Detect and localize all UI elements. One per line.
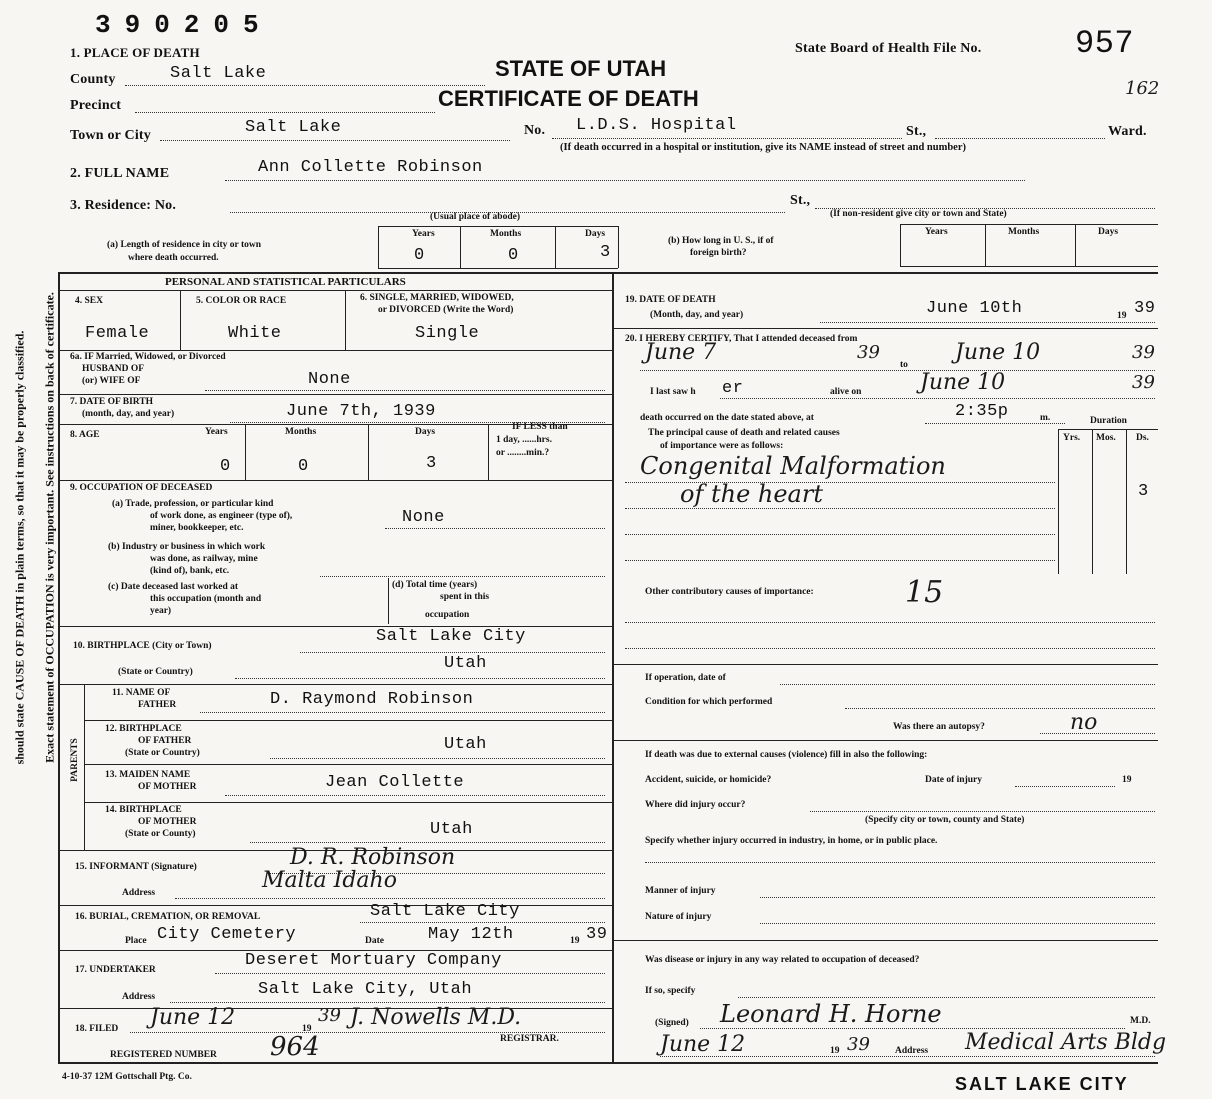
death-date-label-b: (Month, day, and year) [650, 310, 744, 320]
mother-label-a: 13. MAIDEN NAME [105, 770, 191, 780]
certificate-title: CERTIFICATE OF DEATH [438, 86, 699, 111]
residence-st-label: St., [790, 193, 811, 208]
full-name-value: Ann Collette Robinson [258, 158, 483, 177]
certify-to-year: 39 [1132, 342, 1155, 363]
mother-birthplace: Utah [430, 820, 473, 839]
physician-signature: Leonard H. Horne [720, 1000, 942, 1028]
us-box-top [900, 224, 1158, 225]
county-line [125, 85, 485, 86]
sex-value: Female [85, 324, 150, 343]
condition-line [845, 708, 1155, 709]
signed-line [700, 1028, 1125, 1029]
occ-b3: (kind of), bank, etc. [150, 566, 230, 576]
row10-line [58, 684, 612, 685]
last-saw-line [720, 398, 1155, 399]
md-label: M.D. [1130, 1016, 1151, 1026]
mbirth-label-a: 14. BIRTHPLACE [105, 805, 182, 815]
marital-value: Single [415, 324, 480, 343]
registrar-label: REGISTRAR. [500, 1034, 559, 1044]
reg-number-label: REGISTERED NUMBER [110, 1050, 217, 1060]
age-div3 [488, 424, 489, 480]
row13-line [84, 802, 612, 803]
informant-label: 15. INFORMANT (Signature) [75, 862, 197, 872]
us-years-header: Years [925, 227, 948, 237]
injury-date-line [1015, 786, 1115, 787]
manner-label: Manner of injury [645, 886, 716, 896]
frame-middle [612, 272, 614, 1062]
informant-address: Malta Idaho [262, 868, 397, 893]
occupation-label: 9. OCCUPATION OF DECEASED [70, 483, 213, 493]
spouse-label-a: 6a. IF Married, Widowed, or Divorced [70, 352, 226, 362]
last-saw-label: I last saw h [650, 387, 696, 397]
industry-line [320, 576, 605, 577]
res-years-header: Years [412, 229, 435, 239]
row-autopsy-line [612, 740, 1158, 741]
death-date-label-a: 19. DATE OF DEATH [625, 295, 716, 305]
age-days-header: Days [415, 427, 436, 437]
if-so-line [738, 997, 1155, 998]
time-line [925, 423, 1065, 424]
filed-line [130, 1032, 605, 1033]
alive-on-value: June 10 [920, 370, 1006, 395]
parents-divider [84, 684, 85, 850]
duration-ds: Ds. [1136, 433, 1149, 443]
father-label-b: FATHER [138, 700, 177, 710]
filed-label: 18. FILED [75, 1024, 119, 1034]
fbirth-label-c: (State or Country) [125, 748, 200, 758]
filed-year: 39 [318, 1005, 341, 1026]
operation-line [780, 684, 1155, 685]
res-months-header: Months [490, 229, 522, 239]
mbirth-line [250, 842, 605, 843]
death-time: 2:35p [955, 402, 1009, 421]
father-birthplace: Utah [444, 735, 487, 754]
occ-a3: miner, bookkeeper, etc. [150, 523, 244, 533]
town-value: Salt Lake [245, 118, 342, 137]
burial-city-line [360, 922, 605, 923]
duration-div1 [1058, 429, 1059, 574]
occurred-label: death occurred on the date stated above, at [640, 413, 814, 423]
hospital-note: (If death occurred in a hospital or institution, give its NAME instead of street and number) [560, 142, 967, 153]
res-box-div4 [618, 226, 619, 268]
mother-value: Jean Collette [325, 773, 465, 792]
sex-label: 4. SEX [75, 296, 103, 306]
age-months-header: Months [285, 427, 317, 437]
occupation-value: None [402, 508, 445, 527]
certify-to: June 10 [955, 340, 1041, 365]
cause-line1: Congenital Malformation [640, 452, 946, 480]
county-label: County [70, 72, 116, 87]
spouse-line [205, 390, 605, 391]
certify-line [640, 370, 1155, 371]
certify-label: 20. I HEREBY CERTIFY, That I attended deceased from [625, 334, 858, 344]
informant-address-line [175, 898, 605, 899]
certify-from-year: 39 [857, 342, 880, 363]
place-of-death-label: 1. PLACE OF DEATH [70, 45, 200, 60]
row8-line [58, 480, 612, 481]
burial-label: 16. BURIAL, CREMATION, OR REMOVAL [75, 912, 261, 922]
res-box-top [378, 226, 618, 227]
printer-footer: 4-10-37 12M Gottschall Ptg. Co. [62, 1072, 192, 1082]
fbirth-line [270, 758, 605, 759]
signed-year: 39 [847, 1034, 870, 1055]
us-months-header: Months [1008, 227, 1040, 237]
sex-divider [180, 290, 181, 350]
cause-label-b: of importance were as follows: [660, 441, 784, 451]
cause-line4-rule [625, 560, 1055, 561]
less-label-b: 1 day, ......hrs. [496, 435, 552, 445]
personal-header: PERSONAL AND STATISTICAL PARTICULARS [165, 276, 406, 288]
undertaker-address: Salt Lake City, Utah [258, 980, 473, 999]
last-saw-suffix: er [722, 379, 744, 398]
signed-address-label: Address [895, 1046, 929, 1056]
manner-line [760, 897, 1155, 898]
nature-line [760, 923, 1155, 924]
filed-date: June 12 [150, 1005, 236, 1030]
informant-signature: D. R. Robinson [290, 845, 456, 870]
margin-note-cause: should state CAUSE OF DEATH in plain terms, so that it may be properly classified. [12, 330, 27, 765]
cause-line2-rule [625, 508, 1055, 509]
occupation-line [385, 528, 605, 529]
occ-d3: occupation [425, 610, 470, 620]
death-date-line [820, 322, 1155, 323]
undertaker-address-line [170, 1002, 605, 1003]
precinct-line [135, 112, 435, 113]
mbirth-label-c: (State or County) [125, 829, 196, 839]
external-label: If death was due to external causes (violence) fill in also the following: [645, 750, 928, 760]
county-value: Salt Lake [170, 64, 267, 83]
industry-line-1 [645, 862, 1155, 863]
undertaker-line [215, 973, 605, 974]
contrib-line2 [625, 648, 1155, 649]
cause-line3-rule [625, 534, 1055, 535]
operation-label: If operation, date of [645, 673, 726, 683]
reg-number: 964 [270, 1032, 320, 1062]
alive-on-label: alive on [830, 387, 862, 397]
certify-to-label: to [900, 360, 908, 370]
undertaker-label: 17. UNDERTAKER [75, 965, 156, 975]
duration-div3 [1126, 429, 1127, 574]
occ-b2: was done, as railway, mine [150, 554, 258, 564]
occupation-related-label: Was disease or injury in any way related to occupation of deceased? [645, 955, 920, 965]
certify-from: June 7 [645, 340, 717, 365]
burial-place: City Cemetery [157, 925, 297, 944]
res-months-value: 0 [508, 246, 519, 265]
dob-label-b: (month, day, and year) [82, 409, 175, 419]
spouse-label-c: (or) WIFE OF [82, 376, 141, 386]
specify-place-note: (Specify city or town, county and State) [865, 815, 1025, 825]
contrib-line1 [625, 622, 1155, 623]
death-date-value: June 10th [926, 299, 1023, 318]
res-box-div3 [555, 226, 556, 268]
hospital-value: L.D.S. Hospital [576, 116, 737, 135]
father-line [200, 712, 605, 713]
frame-left [58, 272, 60, 1062]
res-years-value: 0 [414, 246, 425, 265]
st-label: St., [906, 124, 927, 139]
file-sub: 162 [1125, 78, 1160, 99]
alive-on-year: 39 [1132, 372, 1155, 393]
hospital-line [552, 138, 902, 139]
frame-bottom [58, 1062, 1158, 1064]
residence-label: 3. Residence: No. [70, 198, 177, 213]
age-div2 [368, 424, 369, 480]
age-days-value: 3 [426, 454, 437, 473]
marital-label-a: 6. SINGLE, MARRIED, WIDOWED, [360, 293, 514, 303]
state-title: STATE OF UTAH [495, 56, 667, 81]
cause-label-a: The principal cause of death and related causes [648, 428, 840, 438]
signed-label: (Signed) [655, 1018, 689, 1028]
serial-number: 390205 [95, 10, 273, 40]
signed-address-line [660, 1056, 1155, 1057]
occ-d1: (d) Total time (years) [392, 580, 478, 590]
signed-year-prefix: 19 [830, 1046, 840, 1056]
filed-year-prefix: 19 [302, 1024, 312, 1034]
mother-line [225, 795, 605, 796]
injury-year: 19 [1122, 775, 1132, 785]
autopsy-line [1040, 733, 1155, 734]
length-residence-label-b: where death occurred. [128, 253, 219, 263]
town-line [160, 140, 510, 141]
row-injury-line [612, 940, 1158, 941]
us-box-bottom [900, 266, 1158, 267]
file-no-label: State Board of Health File No. [795, 41, 982, 56]
age-label: 8. AGE [70, 430, 100, 440]
spouse-value: None [308, 370, 351, 389]
res-box-bottom [378, 268, 618, 269]
industry-label: Specify whether injury occurred in industry, in home, or in public place. [645, 836, 938, 846]
burial-date-label: Date [365, 936, 384, 946]
informant-address-label: Address [122, 888, 156, 898]
duration-yrs: Yrs. [1063, 433, 1081, 443]
occ-c-divider [388, 578, 389, 624]
burial-city: Salt Lake City [370, 902, 520, 921]
precinct-label: Precinct [70, 98, 122, 113]
us-box-div1 [900, 224, 901, 266]
duration-div2 [1092, 429, 1093, 574]
birthplace-label: 10. BIRTHPLACE (City or Town) [73, 641, 212, 651]
no-label: No. [524, 123, 546, 138]
autopsy-label: Was there an autopsy? [893, 722, 985, 732]
birthplace-state-label: (State or Country) [118, 667, 193, 677]
contrib-code: 15 [905, 575, 944, 610]
res-days-header: Days [585, 229, 606, 239]
duration-header-line [1058, 429, 1158, 430]
nature-label: Nature of injury [645, 912, 712, 922]
where-label: Where did injury occur? [645, 800, 746, 810]
abode-note: (Usual place of abode) [430, 212, 520, 222]
parents-side-label: PARENTS [70, 738, 80, 782]
res-box-div1 [378, 226, 379, 268]
margin-note-occupation: Exact statement of OCCUPATION is very important. See instructions on back of certificate. [42, 292, 57, 763]
fbirth-label-a: 12. BIRTHPLACE [105, 724, 182, 734]
res-days-value: 3 [600, 243, 611, 262]
undertaker-address-label: Address [122, 992, 156, 1002]
frame-divider [58, 272, 1158, 274]
mbirth-label-b: OF MOTHER [138, 817, 197, 827]
us-days-header: Days [1098, 227, 1119, 237]
st-line [935, 138, 1105, 139]
mother-label-b: OF MOTHER [138, 782, 197, 792]
signed-date: June 12 [660, 1032, 746, 1057]
us-box-div3 [1075, 224, 1076, 266]
us-label-a: (b) How long in U. S., if of [668, 236, 774, 246]
signed-address: Medical Arts Bldg [965, 1030, 1167, 1055]
burial-year: 39 [586, 925, 608, 944]
death-year-prefix: 19 [1117, 311, 1127, 321]
occ-b1: (b) Industry or business in which work [108, 542, 266, 552]
res-box-div2 [460, 226, 461, 268]
length-residence-label-a: (a) Length of residence in city or town [107, 240, 262, 250]
file-no: 957 [1075, 25, 1135, 62]
occ-d2: spent in this [440, 592, 490, 602]
age-years-value: 0 [220, 457, 231, 476]
ward-label: Ward. [1108, 124, 1147, 139]
nonresident-note: (If non-resident give city or town and State) [830, 209, 1007, 219]
dob-label-a: 7. DATE OF BIRTH [70, 397, 154, 407]
row12-line [84, 764, 612, 765]
occ-a2: of work done, as engineer (type of), [150, 511, 293, 521]
dob-value: June 7th, 1939 [286, 402, 436, 421]
contrib-label: Other contributory causes of importance: [645, 587, 814, 597]
death-year: 39 [1134, 299, 1156, 318]
duration-mos: Mos. [1096, 433, 1116, 443]
birthplace-state: Utah [444, 654, 487, 673]
city-stamp: SALT LAKE CITY [955, 1074, 1129, 1094]
less-label-c: or ........min.? [496, 448, 550, 458]
marital-label-b: or DIVORCED (Write the Word) [378, 305, 514, 315]
full-name-line [225, 180, 1025, 181]
row11-line [84, 720, 612, 721]
occ-a1: (a) Trade, profession, or particular kind [112, 499, 274, 509]
autopsy-value: no [1070, 710, 1098, 735]
us-box-div2 [985, 224, 986, 266]
us-label-b: foreign birth? [690, 248, 747, 258]
full-name-label: 2. FULL NAME [70, 166, 170, 181]
condition-label: Condition for which performed [645, 697, 773, 707]
occ-c3: year) [150, 606, 172, 616]
row20-line [612, 664, 1158, 665]
age-years-header: Years [205, 427, 228, 437]
burial-place-label: Place [125, 936, 147, 946]
row15-line [58, 905, 612, 906]
fbirth-label-b: OF FATHER [138, 736, 192, 746]
spouse-label-b: HUSBAND OF [82, 364, 145, 374]
row9-line [58, 626, 612, 627]
color-value: White [228, 324, 282, 343]
cause-line2: of the heart [680, 480, 823, 508]
registrar-signature: J. Nowells M.D. [350, 1005, 522, 1030]
undertaker-name: Deseret Mortuary Company [245, 951, 502, 970]
row6a-line [58, 394, 612, 395]
personal-header-line [58, 290, 612, 291]
father-label-a: 11. NAME OF [112, 688, 171, 698]
where-line [810, 811, 1155, 812]
injury-date-label: Date of injury [925, 775, 982, 785]
birthplace-city: Salt Lake City [376, 627, 526, 646]
cause-days: 3 [1138, 482, 1149, 501]
occ-c2: this occupation (month and [150, 594, 262, 604]
duration-label: Duration [1090, 416, 1127, 426]
occ-c1: (c) Date deceased last worked at [108, 582, 239, 592]
birthplace-line [300, 652, 605, 653]
color-label: 5. COLOR OR RACE [196, 296, 287, 306]
father-value: D. Raymond Robinson [270, 690, 474, 709]
row19-line [612, 328, 1158, 329]
color-divider [345, 290, 346, 350]
burial-year-prefix: 19 [570, 936, 580, 946]
birthplace-state-line [235, 678, 605, 679]
burial-date: May 12th [428, 925, 514, 944]
less-label-a: IF LESS than [512, 422, 568, 432]
age-div1 [245, 424, 246, 480]
accident-label: Accident, suicide, or homicide? [645, 775, 772, 785]
age-months-value: 0 [298, 457, 309, 476]
row4-line [58, 350, 612, 351]
town-label: Town or City [70, 128, 151, 143]
m-label: m. [1040, 413, 1051, 423]
if-so-label: If so, specify [645, 986, 696, 996]
